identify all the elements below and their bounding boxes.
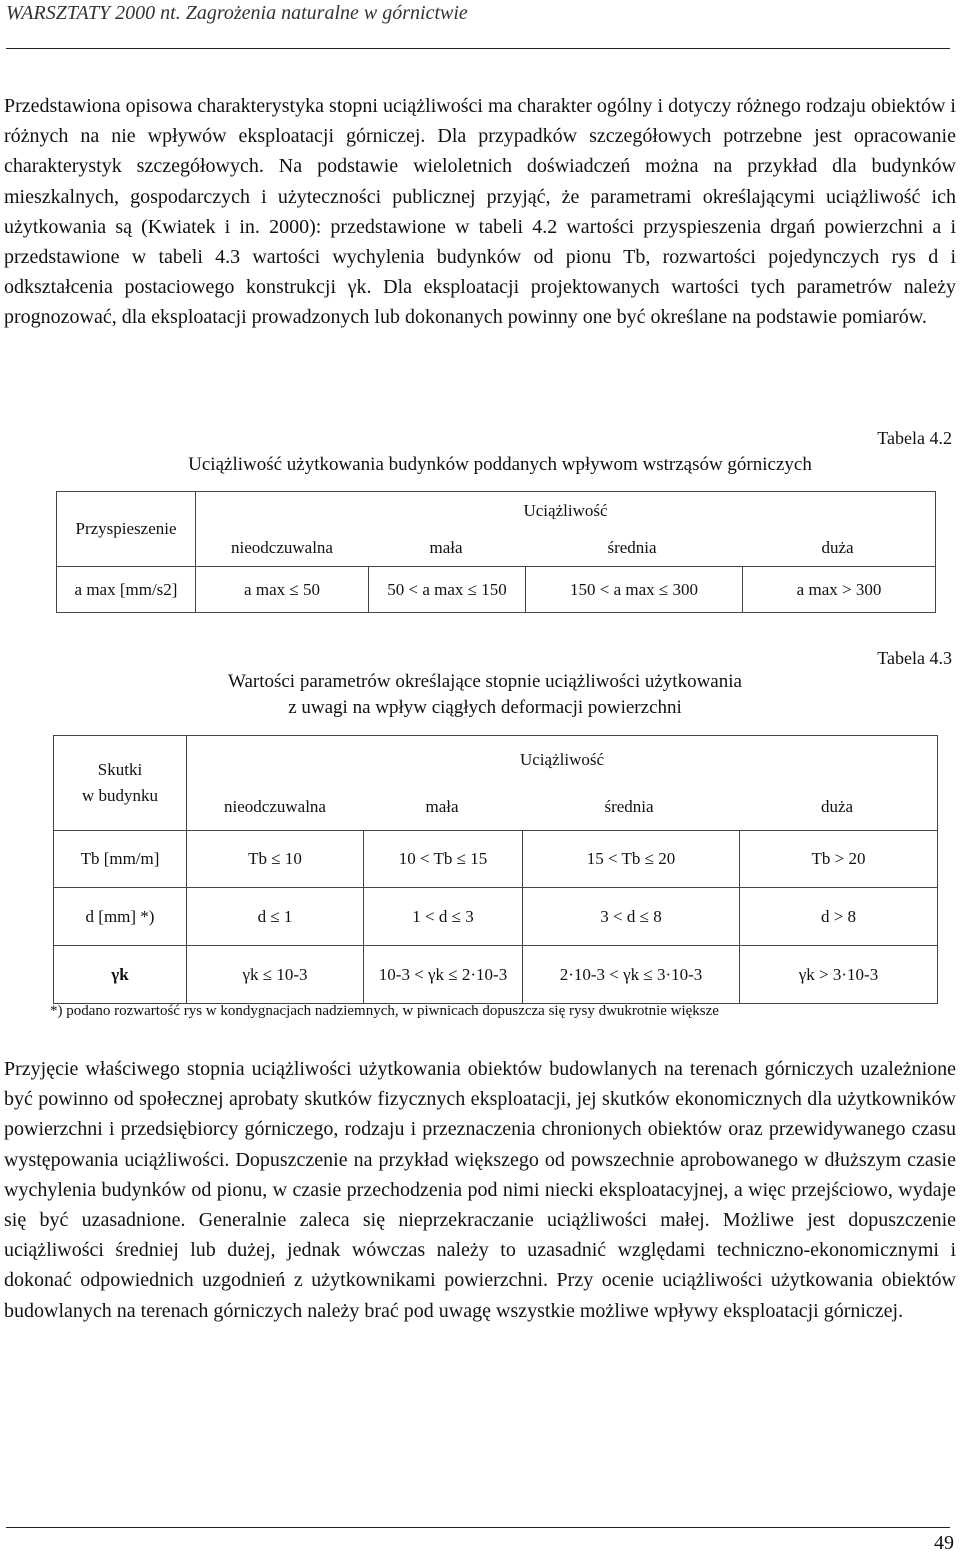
- table-4-2-col-header: duża: [821, 538, 854, 557]
- table-4-3-row-label: Tb [mm/m]: [54, 831, 187, 888]
- table-cell: d > 8: [740, 888, 938, 946]
- table-cell: Tb > 20: [740, 831, 938, 888]
- table-cell: γk > 3·10-3: [740, 946, 938, 1004]
- table-4-3-row-header-line: w budynku: [81, 786, 159, 805]
- table-4-3-col-header: duża: [820, 797, 854, 816]
- table-4-3-number: Tabela 4.3: [877, 648, 952, 668]
- header-divider: [6, 48, 950, 49]
- table-cell: d ≤ 1: [187, 888, 364, 946]
- table-cell: Tb ≤ 10: [187, 831, 364, 888]
- page-number: 49: [934, 1532, 954, 1554]
- table-4-2-row-header: Przyspieszenie: [57, 492, 196, 567]
- table-4-3-row-header-line: Skutki: [97, 760, 143, 779]
- table-4-3-col-header: średnia: [604, 797, 654, 816]
- table-cell: γk ≤ 10-3: [187, 946, 364, 1004]
- table-4-3-title-line: Wartości parametrów określające stopnie uciążliwości użytkowania: [228, 671, 742, 692]
- table-4-2-col-header: średnia: [607, 538, 657, 557]
- table-cell: 150 < a max ≤ 300: [526, 567, 743, 613]
- footer-divider: [6, 1527, 950, 1528]
- table-4-3-col-header: mała: [425, 797, 459, 816]
- table-4-2-row-label: a max [mm/s2]: [57, 567, 196, 613]
- table-4-3-col-header: nieodczuwalna: [224, 797, 326, 816]
- running-header: WARSZTATY 2000 nt. Zagrożenia naturalne w górnictwie: [6, 2, 468, 24]
- table-4-3: [53, 735, 938, 1004]
- table-row: [54, 831, 938, 888]
- table-4-3-row-label: γk: [54, 946, 187, 1004]
- table-cell: 10-3 < γk ≤ 2·10-3: [364, 946, 523, 1004]
- table-4-2-title: Uciążliwość użytkowania budynków poddanych wpływom wstrząsów górniczych: [188, 454, 812, 475]
- table-cell: 1 < d ≤ 3: [364, 888, 523, 946]
- conclusion-paragraph: Przyjęcie właściwego stopnia uciążliwości użytkowania obiektów budowlanych na terenach górniczych uzależnione być powinno od społecznej aprobaty skutków fizycznych eksploatacji, jej skutków ekonomicznych dla użytkowników powierzchni i przedsiębiorcy górniczego, rodzaju i przeznaczenia chronionych obiektów oraz przewidywanego czasu występowania uciążliwości. Dopuszczenie na przykład większego od powszechnie aprobowanego w dłuższym czasie wychylenia budynków od pionu, w czasie przechodzenia pod nimi niecki eksploatacyjnej, a więc przejściowo, wydaje się być uzasadnione. Generalnie zaleca się nieprzekraczanie uciążliwości małej. Możliwe jest dopuszczenie uciążliwości średniej lub dużej, jednak wówczas należy to uzasadnić względami techniczno-ekonomicznymi i dokonać odpowiednich uzgodnień z użytkownikami powierzchni. Przy ocenie uciążliwości użytkowania obiektów budowlanych na terenach górniczych należy brać pod uwagę wszystkie możliwe wpływy eksploatacji górniczej.: [4, 1058, 956, 1322]
- table-4-2-col-header: nieodczuwalna: [231, 538, 333, 557]
- table-cell: a max ≤ 50: [196, 567, 369, 613]
- table-row: [57, 567, 936, 613]
- table-4-3-group-header: Uciążliwość: [519, 750, 605, 769]
- table-cell: a max > 300: [743, 567, 936, 613]
- table-cell: 10 < Tb ≤ 15: [364, 831, 523, 888]
- table-row: [54, 946, 938, 1004]
- table-cell: 50 < a max ≤ 150: [369, 567, 526, 613]
- table-4-2-number: Tabela 4.2: [877, 428, 952, 448]
- table-4-2-col-header: mała: [429, 538, 463, 557]
- table-4-3-title-line: z uwagi na wpływ ciągłych deformacji powierzchni: [288, 697, 682, 718]
- table-cell: 3 < d ≤ 8: [523, 888, 740, 946]
- table-cell: 2·10-3 < γk ≤ 3·10-3: [523, 946, 740, 1004]
- table-row: [54, 888, 938, 946]
- table-4-2-group-header: Uciążliwość: [523, 501, 608, 520]
- table-4-3-title: [120, 669, 850, 721]
- table-4-3-row-label: d [mm] *): [54, 888, 187, 946]
- table-4-2: [56, 491, 936, 613]
- intro-paragraph: Przedstawiona opisowa charakterystyka stopni uciążliwości ma charakter ogólny i dotyczy różnego rodzaju obiektów i różnych na nie wpływów eksploatacji górniczej. Dla przypadków szczegółowych potrzebne jest opracowanie charakterystyk szczegółowych. Na podstawie wieloletnich doświadczeń można na przykład dla budynków mieszkalnych, gospodarczych i użyteczności publicznej przyjąć, że parametrami określającymi uciążliwość ich użytkowania są (Kwiatek i in. 2000): przedstawione w tabeli 4.2 wartości przyspieszenia drgań powierzchni a i przedstawione w tabeli 4.3 wartości wychylenia budynków od pionu Tb, rozwartości pojedynczych rys d i odkształcenia postaciowego konstrukcji γk. Dla eksploatacji projektowanych wartości tych parametrów należy prognozować, dla eksploatacji prowadzonych lub dokonanych powinny one być określane na podstawie pomiarów.: [4, 95, 956, 329]
- table-cell: 15 < Tb ≤ 20: [523, 831, 740, 888]
- table-footnote: *) podano rozwartość rys w kondygnacjach nadziemnych, w piwnicach dopuszcza się rysy dwukrotnie większe: [50, 1003, 719, 1019]
